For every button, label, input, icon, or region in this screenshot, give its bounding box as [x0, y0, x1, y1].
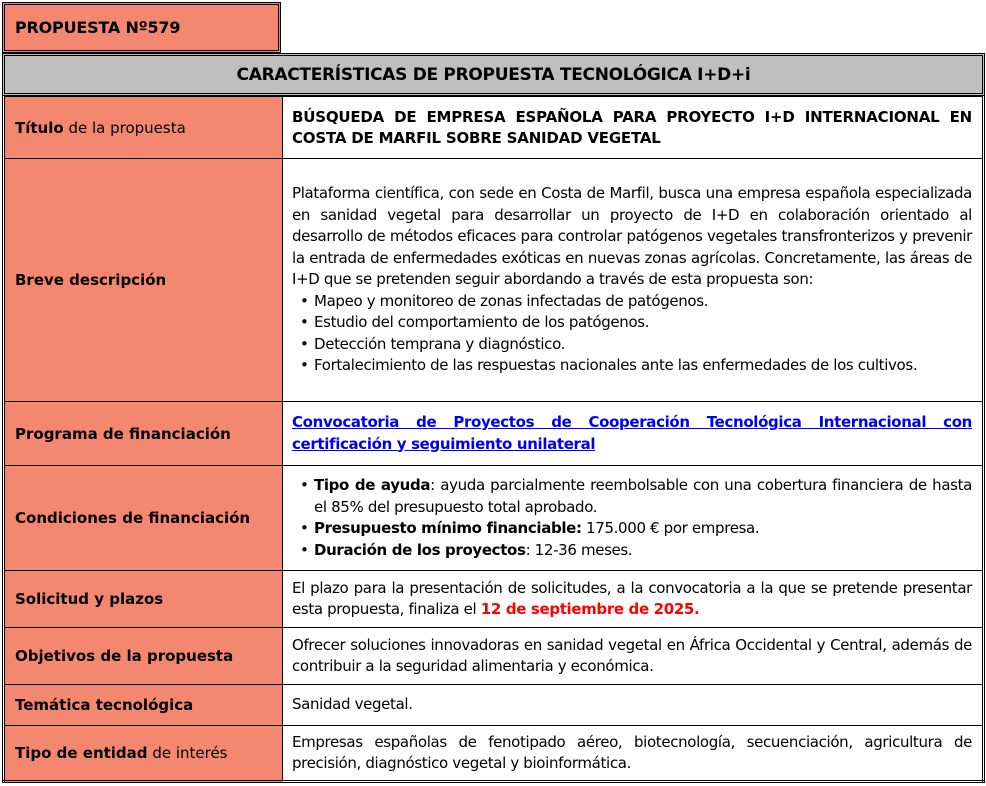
label-solicitud	[4, 571, 283, 628]
value-tematica: Sanidad vegetal.	[283, 685, 984, 726]
label-bold: Breve descripción	[15, 271, 167, 289]
proposal-number-box	[2, 2, 281, 53]
list-item	[292, 518, 972, 540]
value-titulo	[283, 97, 984, 159]
item-text: : ayuda parcialmente reembolsable con una cobertura financiera de hasta el 85% del presupuesto total aprobado.	[314, 476, 973, 516]
row-descripcion	[4, 159, 984, 402]
list-item: • Detección temprana y diagnóstico.	[292, 334, 972, 356]
row-condiciones	[4, 466, 984, 571]
label-bold: Temática tecnológica	[15, 696, 194, 714]
label-tematica	[4, 685, 283, 726]
row-programa	[4, 402, 984, 466]
proposal-title: BÚSQUEDA DE EMPRESA ESPAÑOLA PARA PROYECTO I+D INTERNACIONAL EN COSTA DE MARFIL SOBRE SANIDAD VEGETAL	[292, 107, 972, 147]
list-item: • Estudio del comportamiento de los patógenos.	[292, 312, 972, 334]
label-bold: Tipo de entidad	[15, 744, 148, 762]
proposal-table	[2, 96, 985, 783]
funding-program-link[interactable]: Convocatoria de Proyectos de Cooperación Tecnológica Internacional con certificación y seguimiento unilateral	[292, 413, 972, 453]
item-bold: Presupuesto mínimo financiable:	[314, 519, 582, 537]
label-bold: Solicitud y plazos	[15, 590, 164, 608]
deadline-text: El plazo para la presentación de solicitudes, a la convocatoria a la que se pretende presentar esta propuesta, finaliza el	[292, 578, 972, 618]
label-condiciones	[4, 466, 283, 571]
label-bold: Programa de financiación	[15, 424, 231, 443]
conditions-list	[292, 475, 972, 561]
section-header	[2, 53, 985, 96]
deadline-date: 12 de septiembre de 2025.	[480, 600, 700, 618]
description-intro: Plataforma científica, con sede en Costa de Marfil, busca una empresa española especializada en sanidad vegetal para desarrollar un proyecto de I+D en colaboración orientado al desarrollo de métodos eficaces para controlar patógenos vegetales transfronterizos y prevenir la entrada de enfermedades exóticas en nuevas zonas agrícolas. Concretamente, las áreas de I+D que se pretenden seguir abordando a través de esta propuesta son:	[292, 184, 972, 289]
item-text: 175.000 € por empresa.	[581, 519, 760, 537]
list-item	[292, 475, 972, 518]
value-programa	[283, 402, 984, 466]
row-solicitud	[4, 571, 984, 628]
label-programa	[4, 402, 283, 466]
proposal-number: PROPUESTA Nº579	[15, 18, 181, 37]
row-entidad	[4, 726, 984, 782]
label-entidad	[4, 726, 283, 782]
list-item	[292, 540, 972, 562]
label-bold: Condiciones de financiación	[15, 509, 251, 527]
label-rest: de la propuesta	[63, 118, 186, 137]
value-solicitud	[283, 571, 984, 628]
label-bold: Objetivos de la propuesta	[15, 647, 234, 665]
value-descripcion	[283, 159, 984, 402]
label-titulo	[4, 97, 283, 159]
list-item: • Mapeo y monitoreo de zonas infectadas de patógenos.	[292, 291, 972, 313]
label-descripcion	[4, 159, 283, 402]
item-bold: Duración de los proyectos	[314, 540, 526, 559]
label-bold: Título	[15, 118, 64, 137]
label-rest: de interés	[147, 744, 228, 762]
label-objetivos	[4, 628, 283, 685]
value-objetivos: Ofrecer soluciones innovadoras en sanidad vegetal en África Occidental y Central, además de contribuir a la seguridad alimentaria y económica.	[283, 628, 984, 685]
list-item: • Fortalecimiento de las respuestas nacionales ante las enfermedades de los cultivos.	[292, 355, 972, 377]
row-titulo	[4, 97, 984, 159]
value-entidad: Empresas españolas de fenotipado aéreo, biotecnología, secuenciación, agricultura de precisión, diagnóstico vegetal y bioinformática.	[283, 726, 984, 782]
section-title: CARACTERÍSTICAS DE PROPUESTA TECNOLÓGICA I+D+i	[236, 64, 751, 85]
row-objetivos	[4, 628, 984, 685]
row-tematica	[4, 685, 984, 726]
description-list	[292, 291, 972, 377]
item-text: : 12-36 meses.	[525, 540, 633, 559]
item-bold: Tipo de ayuda	[314, 476, 431, 494]
value-condiciones	[283, 466, 984, 571]
